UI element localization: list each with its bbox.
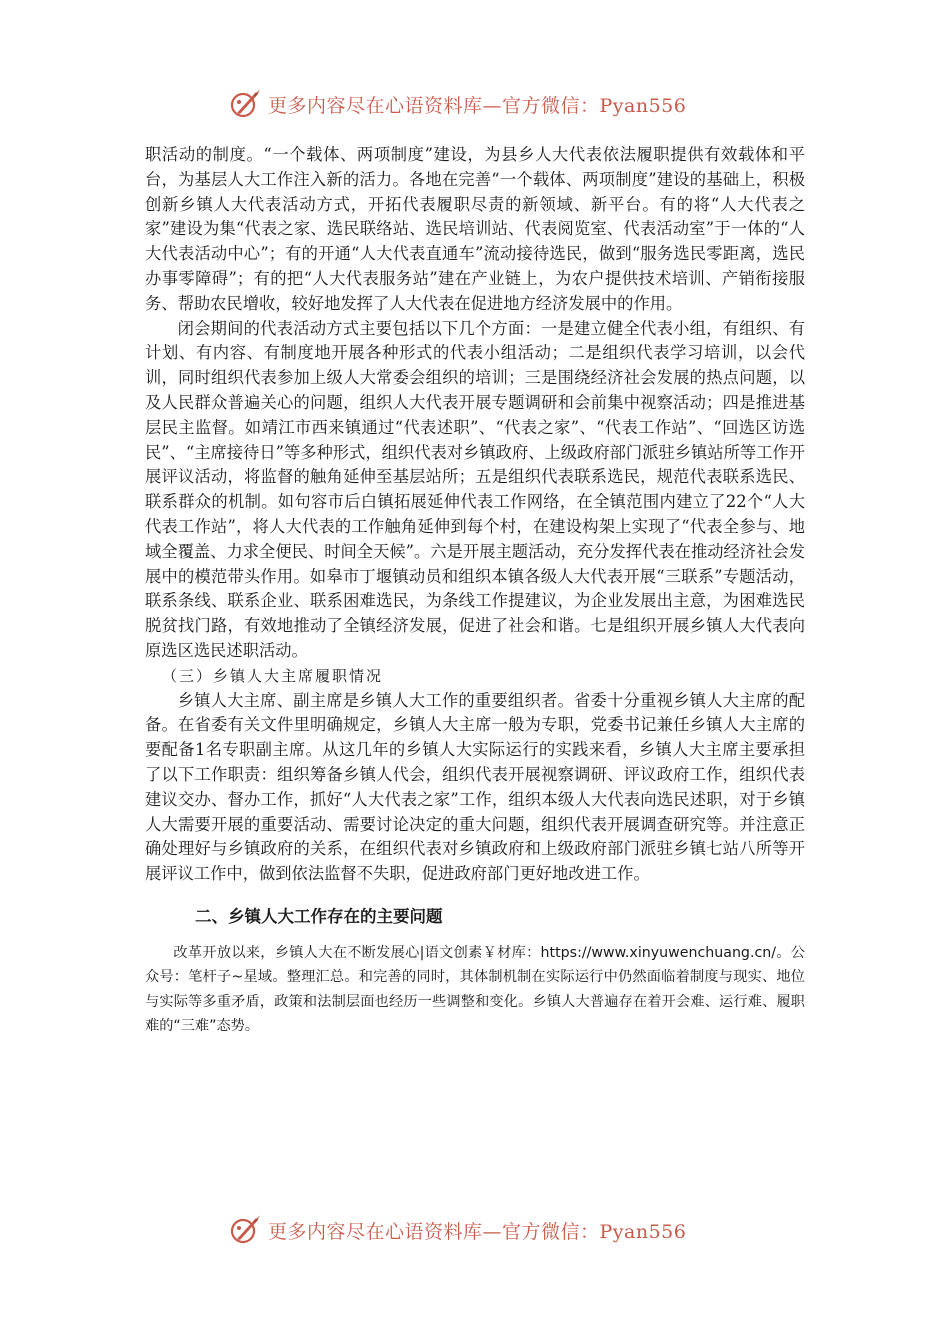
section-subheading: （三）乡镇人大主席履职情况 [162,666,384,685]
paragraph-3: 乡镇人大主席、副主席是乡镇人大工作的重要组织者。省委十分重视乡镇人大主席的配备。在省委有关文件里明确规定，乡镇人大主席一般为专职，党委书记兼任乡镇人大主席的要配备1名专职副主席。从这几年的乡镇人大实际运行的实践来看，乡镇人大主席主要承担了以下工作职责：组织筹备乡镇人代会，组织代表开展视察调研、评议政府工作，组织代表建议交办、督办工作，抓好“人大代表之家”工作，组织本级人大代表向选民述职，对于乡镇人大需要开展的重要活动、需要讨论决定的重大问题，组织代表开展调查研究等。并注意正确处理好与乡镇政府的关系，在组织代表对乡镇政府和上级政府部门派驻乡镇七站八所等开展评议工作中，做到依法监督不失职，促进政府部门更好地改进工作。 [145,690,805,884]
section-heading: 二、乡镇人大工作存在的主要问题 [195,906,443,926]
paragraph-1: 职活动的制度。“一个载体、两项制度”建设，为县乡人大代表依法履职提供有效载体和平台，为基层人大工作注入新的活力。各地在完善“一个载体、两项制度”建设的基础上，积极创新乡镇人大代表活动方式，开拓代表履职尽责的新领域、新平台。有的将“人大代表之家”建设为集“代表之家、选民联络站、选民培训站、代表阅览室、代表活动室”于一体的“人大代表活动中心”；有的开通“人大代表直通车”流动接待选民，做到“服务选民零距离，选民办事零障碍”；有的把“人大代表服务站”建在产业链上，为农户提供技术培训、产销衔接服务、帮助农民增收，较好地发挥了人大代表在促进地方经济发展中的作用。 [145,145,805,313]
paragraph-4: 改革开放以来，乡镇人大在不断发展心|语文创素￥材库：https://www.xinyuwenchuang.cn/。公众号：笔杆子~星域。整理汇总。和完善的同时，其体制机制在实际运行中仍然面临着制度与现实、地位与实际等多重矛盾，政策和法制层面也经历一些调整和变化。乡镇人大普遍存在着开会难、运行难、履职难的“三难”态势。 [145,944,805,1035]
paragraph-2: 闭会期间的代表活动方式主要包括以下几个方面：一是建立健全代表小组，有组织、有计划、有内容、有制度地开展各种形式的代表小组活动；二是组织代表学习培训，以会代训，同时组织代表参加上级人大常委会组织的培训；三是围绕经济社会发展的热点问题，以及人民群众普遍关心的问题，组织人大代表开展专题调研和会前集中视察活动；四是推进基层民主监督。如靖江市西来镇通过“代表述职”、“代表之家”、“代表工作站”、“回选区访选民”、“主席接待日”等多种形式，组织代表对乡镇政府、上级政府部门派驻乡镇站所等工作开展评议活动，将监督的触角延伸至基层站所；五是组织代表联系选民，规范代表联系选民、联系群众的机制。如句容市后白镇拓展延伸代表工作网络，在全镇范围内建立了22个“人大代表工作站”，将人大代表的工作触角延伸到每个村，在建设构架上实现了“代表全参与、地域全覆盖、力求全便民、时间全天候”。六是开展主题活动，充分发挥代表在推动经济社会发展中的模范带头作用。如皋市丁堰镇动员和组织本镇各级人大代表开展“三联系”专题活动，联系条线、联系企业、联系困难选民，为条线工作提建议，为企业发展出主意，为困难选民脱贫找门路，有效地推动了全镇经济发展，促进了社会和谐。七是组织开展乡镇人大代表向原选区选民述职活动。 [145,318,805,660]
document-body [145,143,805,1039]
footer-banner [228,1210,686,1250]
footer-banner-text: 更多内容尽在心语资料库—官方微信：Pyan556 [268,1220,687,1243]
header-banner [228,84,686,124]
quill-pen-logo-icon [228,1213,262,1247]
quill-pen-logo-icon [228,87,262,121]
header-banner-text: 更多内容尽在心语资料库—官方微信：Pyan556 [268,94,687,117]
